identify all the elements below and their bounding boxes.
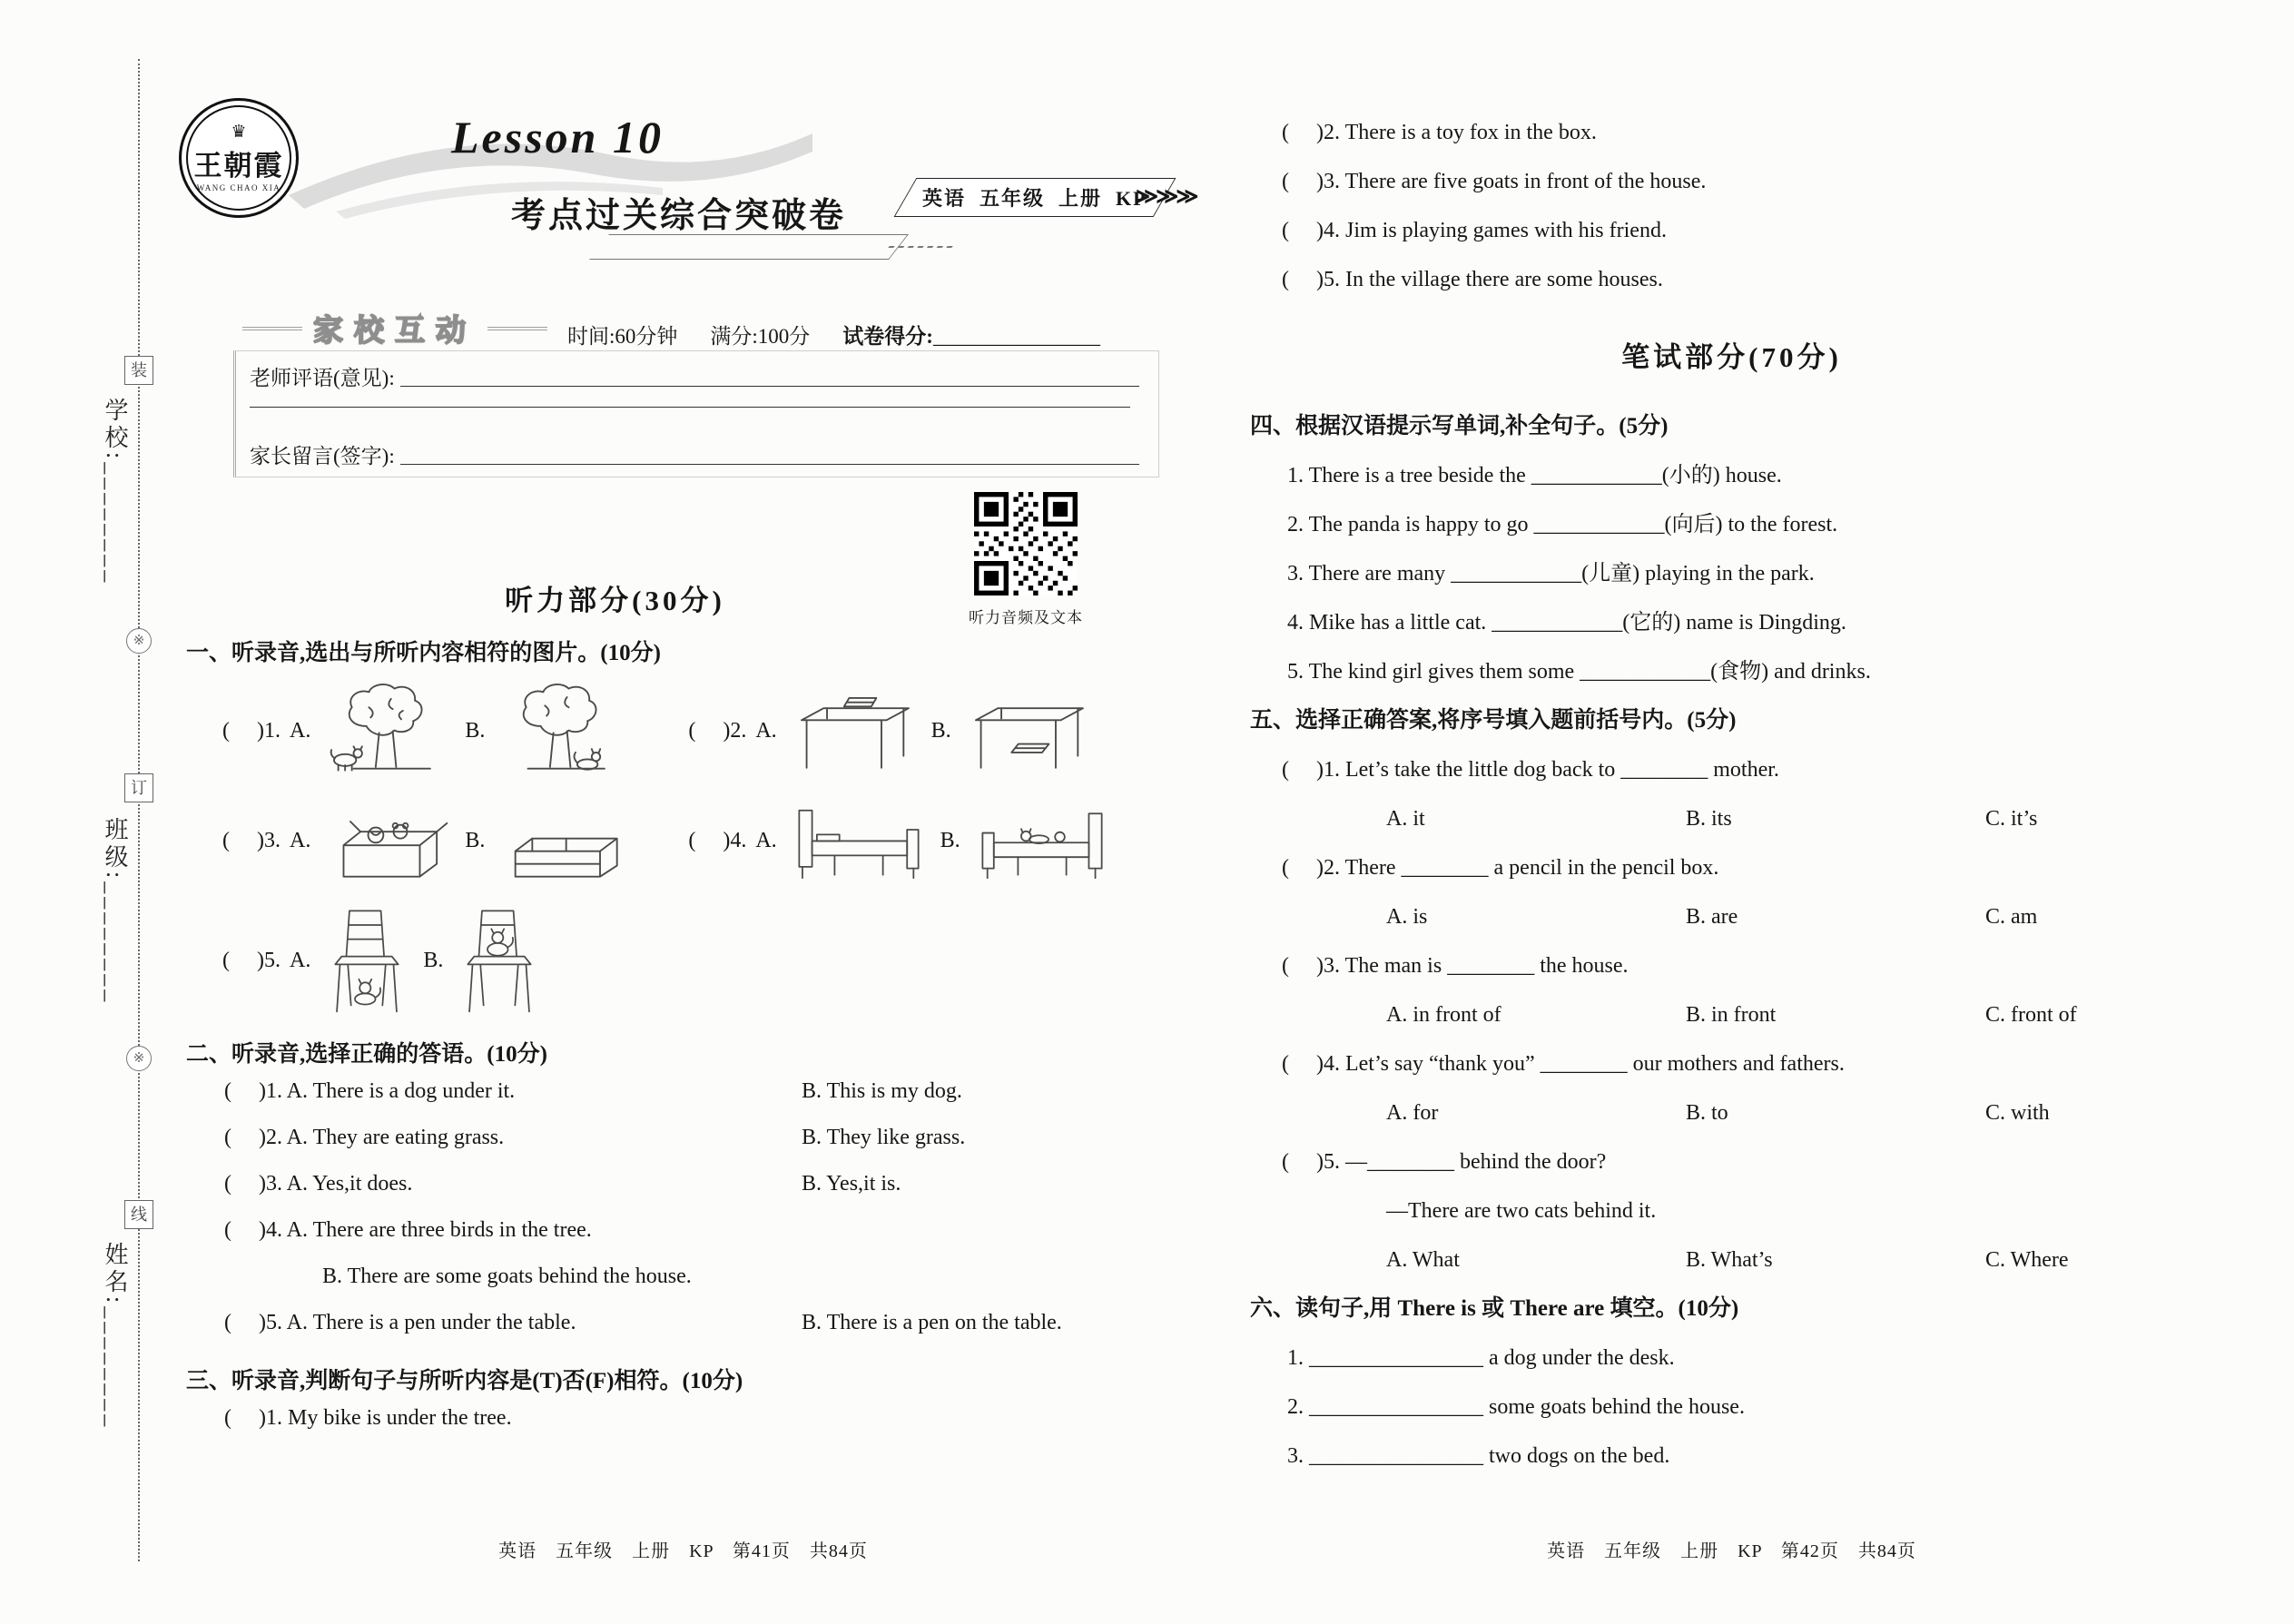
question-number: ( )5. [224, 1311, 287, 1334]
section-5-heading: 五、选择正确答案,将序号填入题前括号内。(5分) [1250, 708, 1737, 733]
score-label: 试卷得分: [842, 325, 933, 348]
full-score-info: 满分:100分 [710, 325, 811, 348]
teacher-comment-label: 老师评语(意见): [250, 367, 395, 389]
question-number: ( )3. [1282, 170, 1345, 193]
written4-item-2: 2. The panda is happy to go ____________(向后) to the forest. [1287, 513, 1838, 536]
written4-item-3: 3. There are many ____________(儿童) playing in the park. [1287, 562, 1815, 586]
question-number: ( )4. [224, 1218, 287, 1242]
question-number: ( )4. [1282, 219, 1345, 242]
time-info: 时间:60分钟 [567, 325, 678, 348]
lesson-title: Lesson 10 [451, 112, 664, 162]
option-b-text: B. There is a pen on the table. [802, 1311, 1062, 1334]
binding-ornament-icon: ※ [126, 628, 152, 654]
option-a-label: A. [289, 718, 311, 743]
edition-tags-text: 英语 五年级 上册 KP [922, 187, 1147, 210]
section-3-heading: 三、听录音,判断句子与所听内容是(T)否(F)相符。(10分) [186, 1369, 743, 1393]
logo-subtext: WANG CHAO XIA [196, 183, 281, 192]
question-number: ( )3. [224, 1172, 287, 1196]
arrows-decoration: ≫≫≫ [1136, 185, 1196, 209]
question-number: ( )5. [1282, 268, 1345, 291]
score-field [842, 320, 1100, 349]
listening2-item-3 [224, 1161, 1180, 1207]
picture-empty-bed [786, 794, 931, 887]
option-b-label: B. [940, 828, 960, 852]
option-a-text: A. There are three birds in the tree. [286, 1218, 592, 1242]
question-number: ( )1. [224, 1079, 287, 1103]
written4-item-5: 5. The kind girl gives them some ____________(食物) and drinks. [1287, 660, 1871, 684]
listening3-item-5 [1282, 255, 2224, 304]
statement-text: There is a toy fox in the box. [1344, 121, 1597, 144]
option-b-label: B. [423, 948, 444, 972]
option-b: B. its [1686, 807, 1732, 831]
answer-a [224, 1068, 802, 1115]
section-2-heading: 二、听录音,选择正确的答语。(10分) [186, 1042, 547, 1067]
option-b-text: B. Yes,it is. [802, 1172, 901, 1196]
written5-options-3 [1386, 990, 2224, 1039]
option-a: A. it [1386, 807, 1425, 831]
option-a: A. for [1386, 1101, 1439, 1125]
written4-item-1: 1. There is a tree beside the ____________(小的) house. [1287, 464, 1782, 487]
option-c: C. Where [1985, 1248, 2069, 1272]
option-a-label: A. [755, 828, 777, 852]
banner-line-right [487, 327, 547, 330]
question-number: ( )5. [222, 948, 281, 972]
option-c: C. am [1985, 905, 2038, 929]
qr-caption: 听力音频及文本 [969, 609, 1083, 626]
option-a-label: A. [755, 718, 777, 743]
score-blank: ________________ [932, 325, 1100, 348]
exam-title: 考点过关综合突破卷 [511, 197, 847, 235]
logo-text: 王朝霞 [193, 150, 284, 182]
picture-book-under-table [960, 684, 1097, 778]
listening2-item-4b: B. There are some goats behind the house. [322, 1265, 692, 1288]
option-a-label: A. [289, 828, 311, 852]
listening-question-1 [222, 682, 630, 780]
written5-question-5: ( )5. —________ behind the door? [1282, 1150, 1607, 1174]
option-a-text: A. Yes,it does. [286, 1172, 413, 1196]
option-a-text: A. They are eating grass. [286, 1126, 505, 1149]
question-number: ( )2. [224, 1126, 287, 1149]
listening2-item-2 [224, 1115, 1180, 1161]
binding-mark-2: 订 [124, 773, 153, 802]
written5-question-3: ( )3. The man is ________ the house. [1282, 954, 1629, 978]
binding-mark-1: 装 [124, 356, 153, 385]
option-b: B. to [1686, 1101, 1728, 1125]
listening-question-2 [688, 684, 1096, 778]
option-b-label: B. [930, 718, 951, 743]
banner-line-left [242, 327, 302, 330]
option-b-text: B. This is my dog. [802, 1079, 962, 1103]
teacher-comment-line [400, 386, 1139, 387]
option-a-text: A. There is a dog under it. [286, 1079, 516, 1103]
answer-a [224, 1161, 802, 1207]
binding-dotted-line [138, 59, 140, 1561]
option-b: B. are [1686, 905, 1738, 929]
comment-continuation-line [250, 407, 1130, 408]
option-c: C. with [1985, 1101, 2050, 1125]
footer-right: 英语 五年级 上册 KP 第42页 共84页 [1547, 1541, 1916, 1561]
home-school-banner [242, 307, 547, 349]
option-a: A. What [1386, 1248, 1460, 1272]
written5-options-1 [1386, 794, 2224, 843]
written5-question-4: ( )4. Let’s say “thank you” ________ our mothers and fathers. [1282, 1052, 1845, 1076]
listening-question-4 [688, 794, 1114, 887]
listening3-item-3 [1282, 157, 2224, 206]
written5-question-2: ( )2. There ________ a pencil in the pencil box. [1282, 856, 1719, 880]
statement-text: My bike is under the tree. [287, 1406, 512, 1430]
option-b: B. What’s [1686, 1248, 1773, 1272]
page-41 [186, 73, 1196, 1442]
question-number: ( )4. [688, 828, 747, 852]
option-a-label: A. [289, 948, 311, 972]
picture-tree-with-dog [320, 682, 456, 780]
option-a: A. is [1386, 905, 1428, 929]
written4-item-4: 4. Mike has a little cat. ____________(它的) name is Dingding. [1287, 611, 1846, 635]
picture-box-with-toys [320, 796, 456, 885]
title-decoration [589, 234, 909, 260]
answer-a [224, 1115, 802, 1161]
listening2-item-5 [224, 1300, 1180, 1346]
section-1-heading: 一、听录音,选出与所听内容相符的图片。(10分) [186, 641, 661, 665]
picture-closed-box [494, 796, 630, 885]
footer-left: 英语 五年级 上册 KP 第41页 共84页 [498, 1541, 868, 1561]
binding-mark-3: 线 [124, 1200, 153, 1229]
listening3-item-2 [1282, 108, 2224, 157]
teacher-comment-row [250, 361, 1139, 391]
written5-question-5-reply: —There are two cats behind it. [1386, 1199, 1657, 1223]
name-field: 姓名:________ [102, 1242, 128, 1431]
page-42 [1239, 95, 2224, 1481]
option-b: B. in front [1686, 1003, 1777, 1027]
written-part-title: 笔试部分(70分) [1621, 341, 1842, 373]
answer-a [224, 1300, 802, 1346]
written5-options-5 [1386, 1235, 2224, 1284]
listening-question-5 [222, 901, 546, 1019]
question-number: ( )3. [222, 828, 281, 852]
option-c: C. front of [1985, 1003, 2077, 1027]
picture-cat-on-chair [452, 901, 546, 1019]
question-number: ( )2. [1282, 121, 1345, 144]
section-4-heading: 四、根据汉语提示写单词,补全句子。(5分) [1250, 414, 1669, 438]
class-field: 班级:________ [102, 817, 128, 1006]
listening2-item-4 [224, 1207, 1180, 1254]
option-a: A. in front of [1386, 1003, 1501, 1027]
listening2-item-1 [224, 1068, 1180, 1115]
qr-block [965, 492, 1087, 627]
edition-tags [894, 178, 1176, 217]
listening3-item-1 [224, 1395, 1180, 1442]
statement-text: There are five goats in front of the house. [1344, 170, 1707, 193]
written5-options-2 [1386, 892, 2224, 941]
option-b-label: B. [465, 718, 486, 743]
written6-item-2: 2. ________________ some goats behind the house. [1287, 1395, 1745, 1419]
listening3-item-4 [1282, 206, 2224, 255]
exam-meta-row [567, 320, 1100, 349]
crown-icon: ♛ [231, 123, 247, 142]
question-number: ( )1. [222, 718, 281, 743]
section-6-heading: 六、读句子,用 There is 或 There are 填空。(10分) [1250, 1296, 1739, 1321]
publisher-logo [179, 98, 299, 218]
parent-note-line [400, 464, 1139, 465]
listening-question-3 [222, 796, 630, 885]
page-header [186, 73, 1196, 499]
picture-bed-with-toys [970, 794, 1115, 887]
picture-row-3 [222, 901, 1180, 1019]
parent-note-label: 家长留言(签字): [250, 445, 395, 468]
question-number: ( )2. [688, 718, 747, 743]
picture-cat-under-chair [320, 901, 414, 1019]
statement-text: Jim is playing games with his friend. [1344, 219, 1667, 242]
option-b-text: B. They like grass. [802, 1126, 966, 1149]
picture-book-on-table [786, 684, 922, 778]
answer-a [224, 1207, 802, 1254]
picture-tree-with-cat [494, 682, 630, 780]
question-number: ( )1. [224, 1406, 288, 1430]
written5-question-1: ( )1. Let’s take the little dog back to ________ mother. [1282, 758, 1779, 782]
option-b-label: B. [465, 828, 486, 852]
picture-row-2 [222, 794, 1180, 887]
qr-code [974, 492, 1078, 595]
written6-item-1: 1. ________________ a dog under the desk. [1287, 1346, 1675, 1370]
statement-text: In the village there are some houses. [1344, 268, 1663, 291]
banner-text: 家校互动 [313, 315, 477, 348]
listening-part-title: 听力部分(30分) [505, 585, 725, 616]
written5-options-4 [1386, 1088, 2224, 1137]
option-a-text: A. There is a pen under the table. [286, 1311, 576, 1334]
parent-note-row [250, 439, 1139, 469]
picture-row-1 [222, 682, 1180, 780]
school-field: 学校:________ [102, 398, 128, 586]
option-c: C. it’s [1985, 807, 2038, 831]
binding-ornament-icon: ※ [126, 1046, 152, 1071]
written6-item-3: 3. ________________ two dogs on the bed. [1287, 1444, 1670, 1468]
